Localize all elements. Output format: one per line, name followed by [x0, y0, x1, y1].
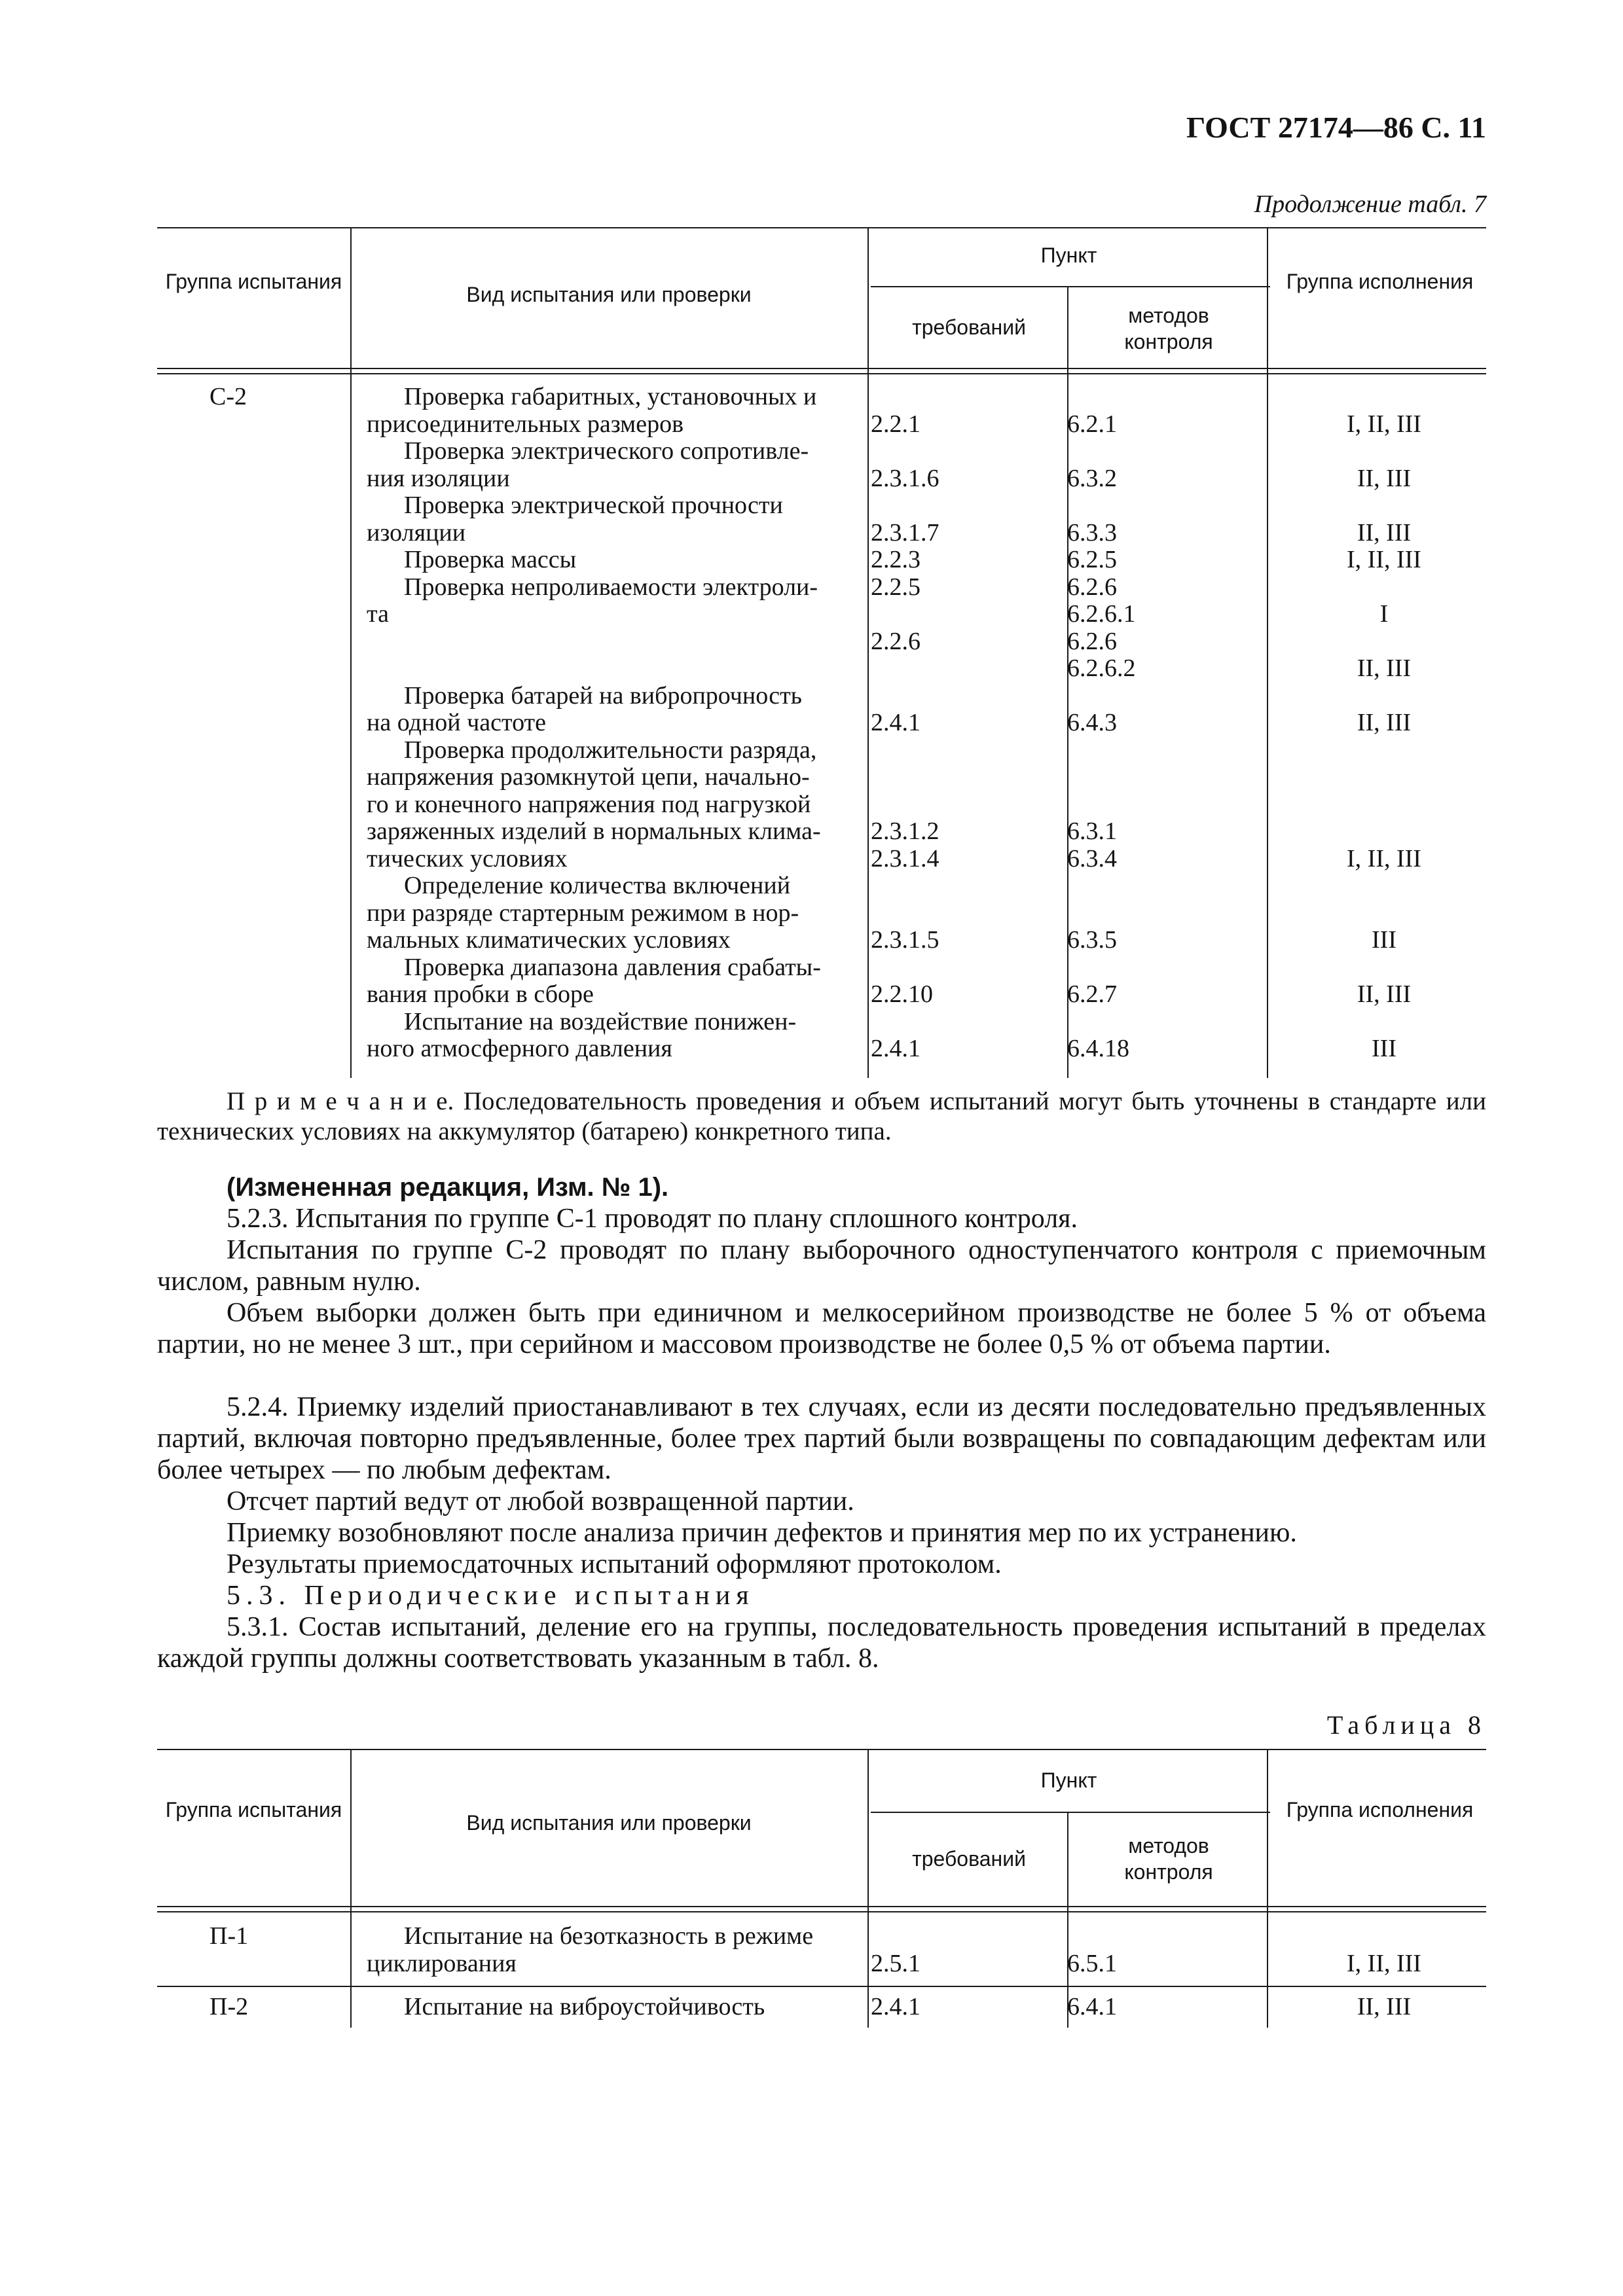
- note-label: П р и м е ч а н и е.: [227, 1087, 454, 1115]
- method-cell: 6.4.18: [1067, 1035, 1129, 1062]
- requirement-cell: 2.3.1.6: [871, 465, 939, 492]
- requirement-cell: 2.2.3: [871, 546, 921, 573]
- test-text-line: ного атмосферного давления: [367, 1035, 672, 1062]
- page-header: ГОСТ 27174—86 С. 11: [1186, 111, 1486, 144]
- method-cell: 6.2.6: [1067, 573, 1117, 601]
- table-8-col-divider: [1267, 1749, 1268, 1911]
- requirement-cell: 2.5.1: [871, 1950, 921, 1977]
- header-group: Группа испытания: [165, 270, 342, 293]
- test-text-line: Проверка диапазона давления срабаты-: [404, 954, 821, 981]
- table-continuation-label: Продолжение табл. 7: [1254, 190, 1486, 218]
- paragraph: Результаты приемосдаточных испытаний оформляют протоколом.: [227, 1549, 1002, 1579]
- header-execution: Группа исполнения: [1286, 270, 1474, 293]
- execution-cell: II, III: [1357, 980, 1412, 1008]
- test-text-line: при разряде стартерным режимом в нор-: [367, 899, 799, 927]
- header-execution: Группа исполнения: [1286, 1798, 1474, 1821]
- header-methods: методов контроля: [1124, 1834, 1213, 1884]
- test-text-line: го и конечного напряжения под нагрузкой: [367, 791, 811, 818]
- table-8-col-divider: [1267, 1912, 1268, 2028]
- test-text-line: напряжения разомкнутой цепи, начально-: [367, 763, 810, 791]
- method-cell: 6.2.6.1: [1067, 600, 1136, 628]
- test-text-line: ния изоляции: [367, 465, 510, 492]
- requirement-cell: 2.2.1: [871, 410, 921, 438]
- test-text-line: Проверка габаритных, установочных и: [404, 383, 817, 410]
- test-text-line: циклирования: [367, 1950, 517, 1977]
- execution-cell: I: [1379, 600, 1389, 628]
- test-text-line: та: [367, 600, 389, 628]
- table-7-col-divider: [350, 227, 352, 373]
- execution-cell: II, III: [1357, 465, 1412, 492]
- table-7-punkt-rule: [871, 286, 1270, 287]
- table-7-top-rule: [157, 227, 1486, 228]
- execution-cell: III: [1372, 1035, 1396, 1062]
- table-7-group-cell: С-2: [210, 383, 247, 410]
- execution-cell: I, II, III: [1347, 546, 1421, 573]
- method-cell: 6.4.1: [1067, 1993, 1117, 2020]
- method-cell: 6.2.6.2: [1067, 655, 1136, 682]
- test-text-line: Проверка массы: [404, 546, 577, 573]
- header-requirements: требований: [912, 1847, 1026, 1871]
- requirement-cell: 2.4.1: [871, 1035, 921, 1062]
- test-text-line: на одной частоте: [367, 709, 547, 736]
- table-8-top-rule: [157, 1749, 1486, 1750]
- header-kind: Вид испытания или проверки: [466, 1811, 752, 1835]
- table-8-col-divider: [867, 1912, 869, 2028]
- requirement-cell: 2.2.6: [871, 628, 921, 655]
- method-cell: 6.4.3: [1067, 709, 1117, 736]
- paragraph: Объем выборки должен быть при единичном и мелкосерийном производстве не более 5 % от объема партии, но не менее 3 шт., при серийном и массовом производстве не более 0,5 % от объема партии.: [157, 1298, 1486, 1359]
- paragraph-5-2-3: 5.2.3. Испытания по группе С-1 проводят по плану сплошного контроля.: [227, 1204, 1078, 1234]
- table-8-header-rule-1: [157, 1906, 1486, 1907]
- requirement-cell: 2.3.1.5: [871, 926, 939, 954]
- requirement-cell: 2.3.1.2: [871, 817, 939, 845]
- method-cell: 6.3.2: [1067, 465, 1117, 492]
- table-8-row-rule: [157, 1986, 1486, 1987]
- table-7-col-divider: [1267, 374, 1268, 1078]
- test-text-line: Проверка непроливаемости электроли-: [404, 573, 818, 601]
- table-7-header-rule-1: [157, 368, 1486, 369]
- header-requirements: требований: [912, 315, 1026, 339]
- header-group: Группа испытания: [165, 1798, 342, 1821]
- method-cell: 6.2.7: [1067, 980, 1117, 1008]
- method-cell: 6.3.4: [1067, 845, 1117, 872]
- table-8-col-divider: [1067, 1812, 1068, 1911]
- requirement-cell: 2.4.1: [871, 709, 921, 736]
- test-text-line: Испытание на безотказность в режиме: [404, 1922, 814, 1950]
- method-cell: 6.2.6: [1067, 628, 1117, 655]
- header-kind: Вид испытания или проверки: [466, 283, 752, 306]
- requirement-cell: 2.4.1: [871, 1993, 921, 2020]
- table-8-group-cell: П-1: [210, 1922, 249, 1950]
- table-7-col-divider: [1067, 286, 1068, 373]
- table-8-header-rule-2: [157, 1911, 1486, 1912]
- execution-cell: I, II, III: [1347, 845, 1421, 872]
- execution-cell: II, III: [1357, 519, 1412, 547]
- table-7-col-divider: [867, 227, 869, 373]
- table-7-col-divider: [867, 374, 869, 1078]
- note-text: Последовательность проведения и объем испытаний могут быть уточнены в стандарте или технических условиях на аккумулятор (батарею) конкретного типа.: [157, 1087, 1486, 1145]
- table-7-header-rule-2: [157, 373, 1486, 374]
- method-cell: 6.5.1: [1067, 1950, 1117, 1977]
- paragraph: Испытания по группе С-2 проводят по плану выборочного одноступенчатого контроля с приемочным числом, равным нулю.: [157, 1235, 1486, 1297]
- header-punkt: Пункт: [1040, 243, 1097, 267]
- table-7-col-divider: [350, 374, 352, 1078]
- test-text-line: Проверка продолжительности разряда,: [404, 736, 817, 764]
- method-cell: 6.3.3: [1067, 519, 1117, 547]
- test-text-line: тических условиях: [367, 845, 568, 872]
- test-text-line: Проверка электрической прочности: [404, 492, 783, 519]
- method-cell: 6.2.5: [1067, 546, 1117, 573]
- method-cell: 6.2.1: [1067, 410, 1117, 438]
- table-note: [157, 1086, 1486, 1147]
- table-8-col-divider: [350, 1912, 352, 2028]
- table-7-col-divider: [1267, 227, 1268, 373]
- test-text-line: изоляции: [367, 519, 466, 547]
- table-8-col-divider: [350, 1749, 352, 1911]
- requirement-cell: 2.2.10: [871, 980, 933, 1008]
- amendment-note: (Измененная редакция, Изм. № 1).: [227, 1173, 669, 1202]
- paragraph: Отсчет партий ведут от любой возвращенной партии.: [227, 1486, 854, 1516]
- execution-cell: III: [1372, 926, 1396, 954]
- table-8-group-cell: П-2: [210, 1993, 249, 2020]
- paragraph: Приемку возобновляют после анализа причин дефектов и принятия мер по их устранению.: [227, 1518, 1297, 1548]
- test-text-line: Проверка электрического сопротивле-: [404, 437, 809, 465]
- table-8-col-divider: [867, 1749, 869, 1911]
- method-cell: 6.3.1: [1067, 817, 1117, 845]
- test-text-line: Проверка батарей на вибропрочность: [404, 682, 802, 709]
- test-text-line: Испытание на воздействие понижен-: [404, 1008, 797, 1035]
- table-8-punkt-rule: [871, 1812, 1270, 1813]
- execution-cell: II, III: [1357, 655, 1412, 682]
- execution-cell: II, III: [1357, 1993, 1412, 2020]
- method-cell: 6.3.5: [1067, 926, 1117, 954]
- test-text-line: вания пробки в сборе: [367, 980, 594, 1008]
- header-punkt: Пункт: [1040, 1768, 1097, 1792]
- requirement-cell: 2.2.5: [871, 573, 921, 601]
- requirement-cell: 2.3.1.4: [871, 845, 939, 872]
- test-text-line: заряженных изделий в нормальных клима-: [367, 817, 821, 845]
- test-text-line: присоединительных размеров: [367, 410, 684, 438]
- table-8-caption: Таблица 8: [1326, 1710, 1486, 1740]
- execution-cell: I, II, III: [1347, 1950, 1421, 1977]
- test-text-line: мальных климатических условиях: [367, 926, 731, 954]
- header-methods: методов контроля: [1124, 304, 1213, 353]
- paragraph-5-3-1: 5.3.1. Состав испытаний, деление его на группы, последовательность проведения испытаний в пределах каждой группы должны соответствовать указанным в табл. 8.: [157, 1612, 1486, 1674]
- section-heading-5-3: 5.3. Периодические испытания: [227, 1581, 755, 1611]
- test-text-line: Испытание на виброустойчивость: [404, 1993, 765, 2020]
- test-text-line: Определение количества включений: [404, 872, 791, 899]
- paragraph-5-2-4: 5.2.4. Приемку изделий приостанавливают в тех случаях, если из десяти последовательно предъявленных партий, включая повторно предъявленные, более трех партий были возвращены по совпадающим дефектам или более четырех — по любым дефектам.: [157, 1392, 1486, 1485]
- execution-cell: I, II, III: [1347, 410, 1421, 438]
- execution-cell: II, III: [1357, 709, 1412, 736]
- requirement-cell: 2.3.1.7: [871, 519, 939, 547]
